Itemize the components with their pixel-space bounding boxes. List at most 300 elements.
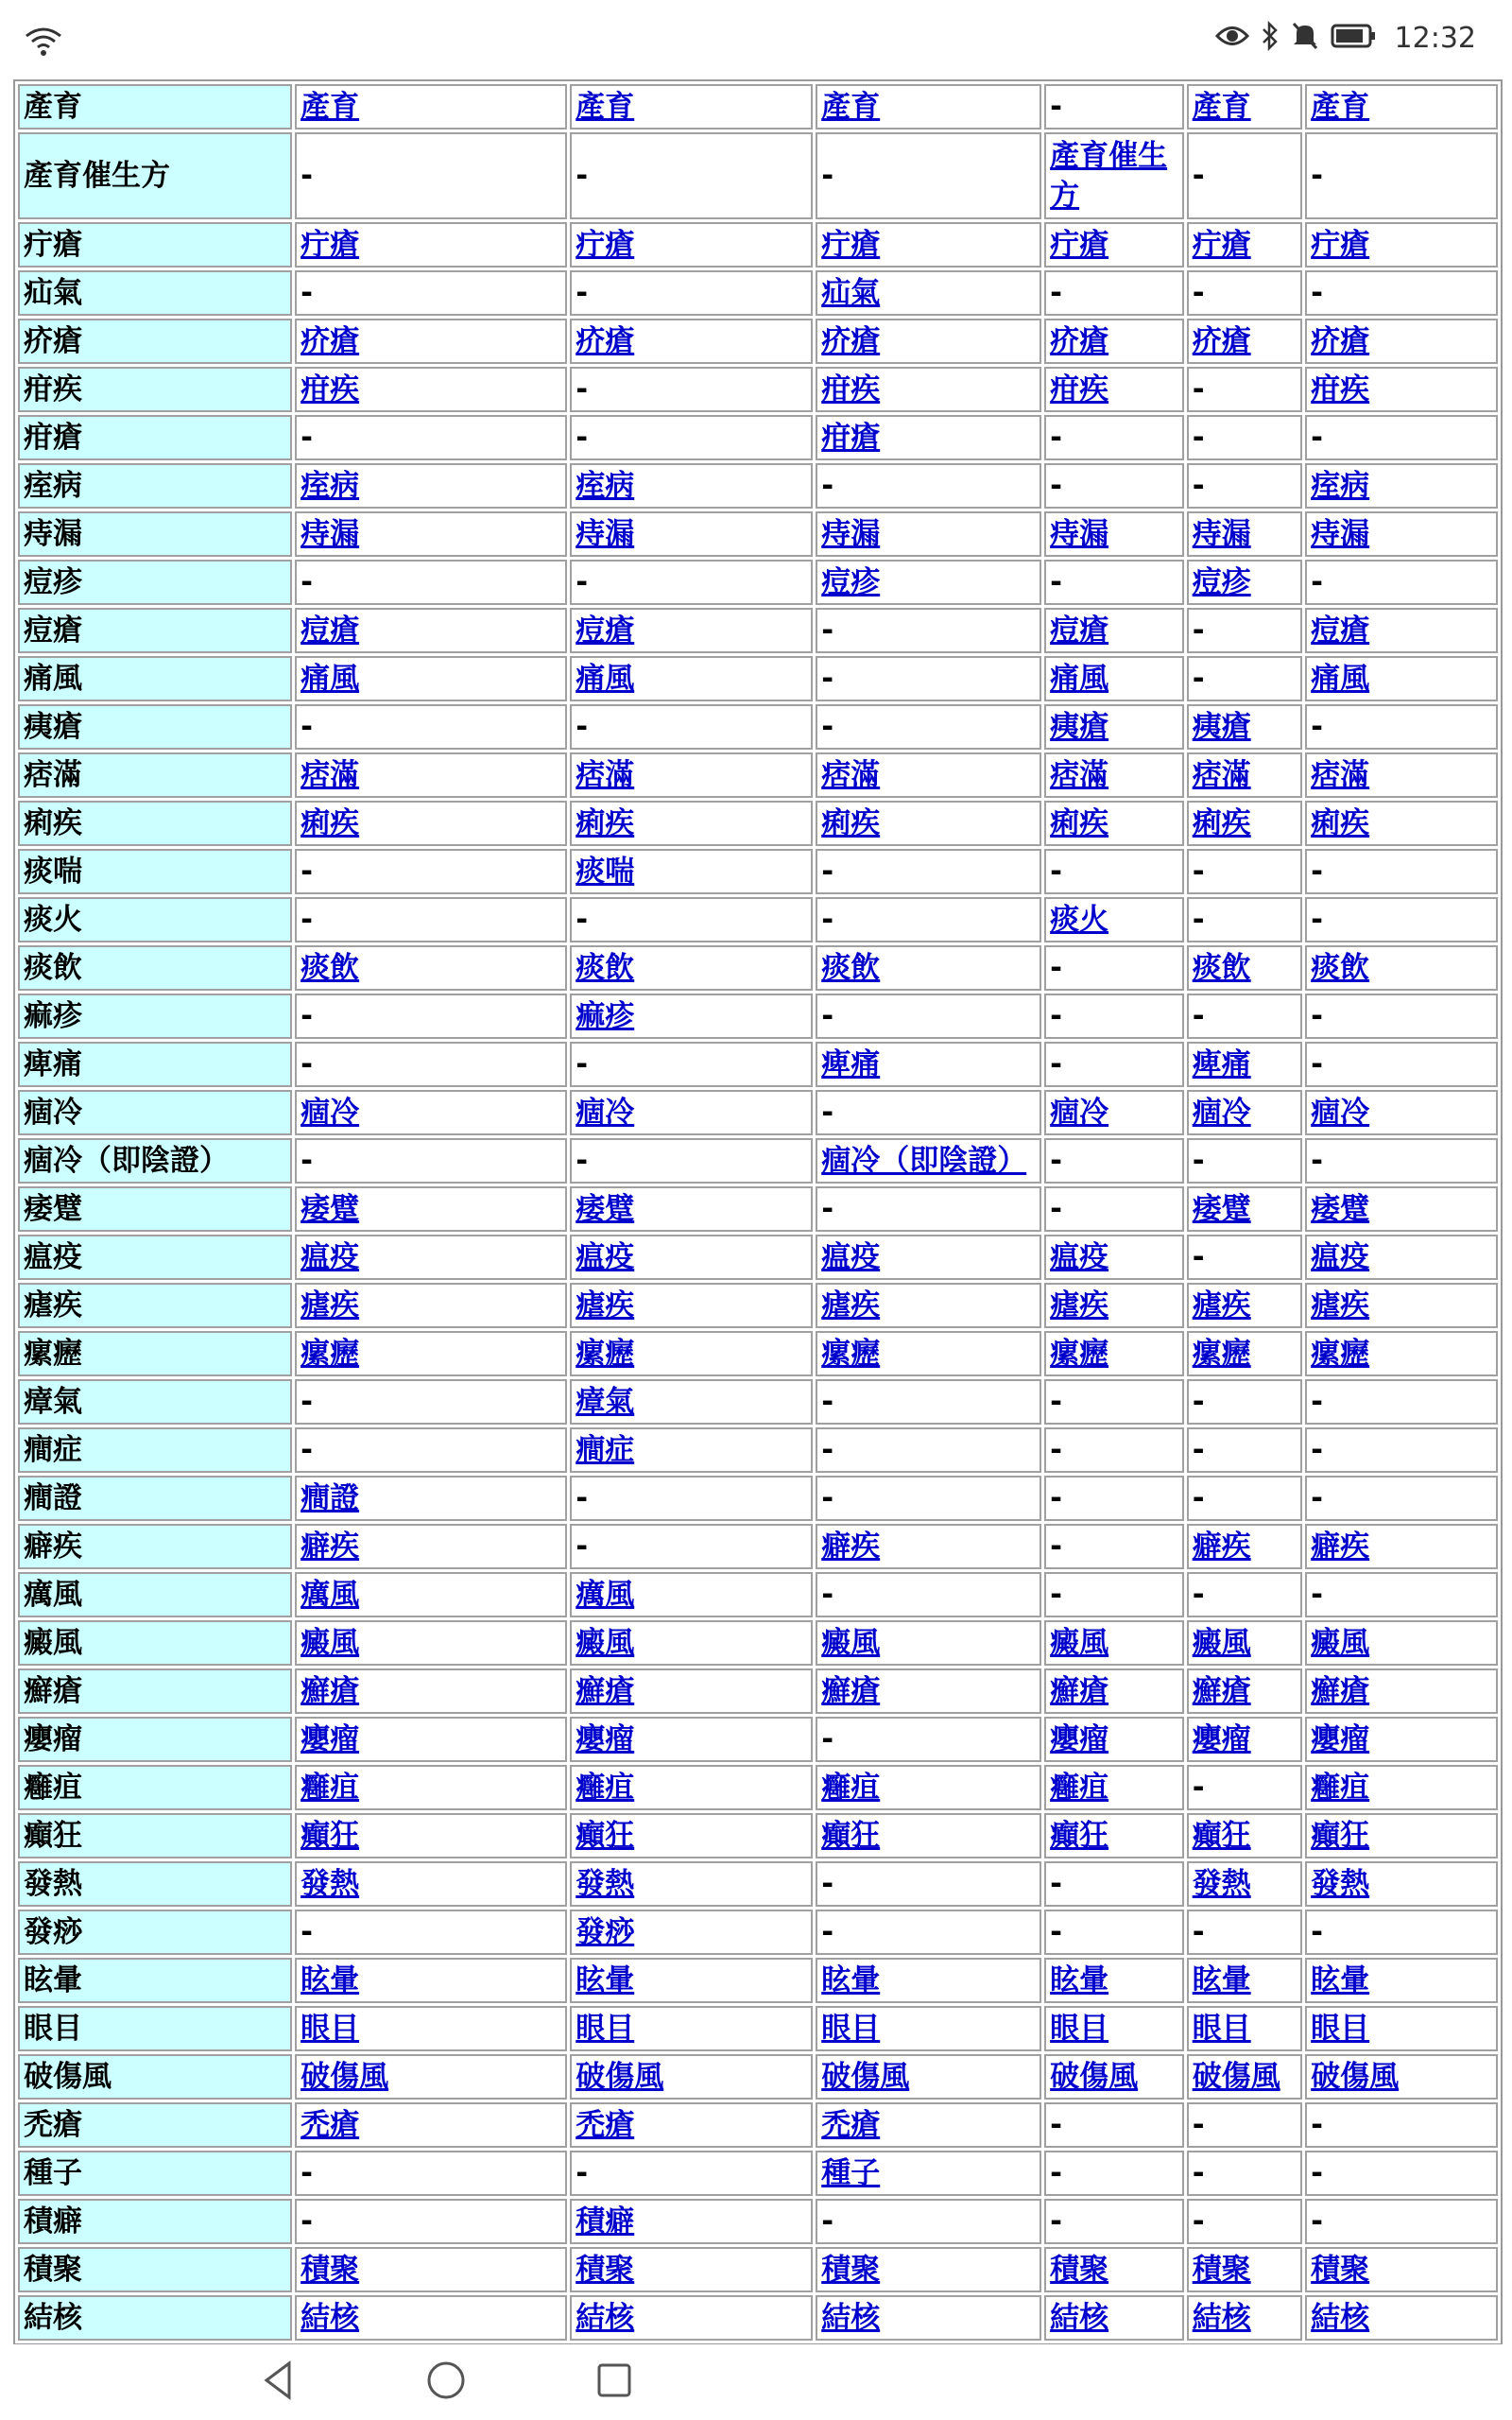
source-link[interactable]: 結核 [1192,2301,1251,2335]
source-cell [1305,1283,1498,1328]
source-link[interactable]: 眼目 [821,2012,881,2046]
source-link[interactable]: 痛風 [576,662,635,696]
source-cell [570,656,813,701]
source-link[interactable]: 痼冷 [301,1096,360,1130]
source-link[interactable]: 痰飲 [1192,951,1251,985]
source-cell [816,1524,1041,1569]
source-link[interactable]: 眩暈 [1311,1963,1370,1997]
source-cell [1187,1524,1302,1569]
source-cell [1305,608,1498,653]
source-link[interactable]: 痓病 [576,469,635,503]
source-link[interactable]: 疔瘡 [1192,228,1251,262]
source-link[interactable]: 種子 [821,2156,881,2190]
source-link[interactable]: 破傷風 [576,2060,664,2094]
source-link[interactable]: 痺痛 [821,1047,881,1081]
source-link[interactable]: 痞滿 [821,758,881,792]
source-cell [1305,1620,1498,1666]
source-link[interactable]: 破傷風 [821,2060,910,2094]
source-link[interactable]: 疔瘡 [821,228,881,262]
source-link[interactable]: 癜風 [1192,1626,1251,1660]
back-button[interactable] [257,2358,302,2407]
source-link[interactable]: 痔漏 [1311,517,1370,551]
source-link[interactable]: 眩暈 [301,1963,360,1997]
source-cell [1187,2247,1302,2292]
source-link[interactable]: 痼冷 [576,1096,635,1130]
source-cell: - [1187,1138,1302,1184]
source-cell: - [1044,415,1184,460]
source-link[interactable]: 癘風 [301,1578,360,1612]
source-link[interactable]: 痢疾 [1192,806,1251,840]
source-link[interactable]: 積聚 [1050,2253,1109,2287]
source-link[interactable]: 痿躄 [1192,1192,1251,1226]
source-link[interactable]: 癖疾 [1192,1530,1251,1564]
source-link[interactable]: 癰疽 [576,1771,635,1805]
clock: 12:32 [1394,21,1476,55]
source-cell [295,1186,567,1232]
source-link[interactable]: 眼目 [301,2012,360,2046]
source-cell [816,2247,1041,2292]
source-link[interactable]: 瘟疫 [1311,1240,1370,1274]
source-link[interactable]: 痘瘡 [1050,614,1109,648]
source-link[interactable]: 癭瘤 [576,1722,635,1756]
source-link[interactable]: 疥瘡 [1192,324,1251,358]
source-link[interactable]: 痞滿 [1311,758,1370,792]
source-link[interactable]: 癰疽 [301,1771,360,1805]
source-link[interactable]: 瘴氣 [576,1385,635,1419]
source-cell [1044,1668,1184,1714]
wifi-icon [25,25,62,62]
source-cell [816,222,1041,268]
term-cell: 瘟疫 [18,1235,292,1280]
source-link[interactable]: 癭瘤 [1192,1722,1251,1756]
source-link[interactable]: 痞滿 [576,758,635,792]
source-link[interactable]: 癲狂 [301,1819,360,1853]
source-link[interactable]: 痘瘡 [576,614,635,648]
source-link[interactable]: 發熱 [1192,1867,1251,1901]
source-link[interactable]: 痘瘡 [301,614,360,648]
source-link[interactable]: 瘰癧 [821,1337,881,1371]
source-link[interactable]: 瘟疫 [1050,1240,1109,1274]
source-link[interactable]: 痿躄 [1311,1192,1370,1226]
source-link[interactable]: 痰喘 [576,855,635,889]
source-link[interactable]: 痼冷 [1311,1096,1370,1130]
source-link[interactable]: 產育 [301,90,360,124]
source-link[interactable]: 癲狂 [1192,1819,1251,1853]
term-cell: 瘰癧 [18,1331,292,1376]
source-link[interactable]: 癭瘤 [1311,1722,1370,1756]
source-cell [1305,511,1498,557]
source-cell [1187,222,1302,268]
source-link[interactable]: 眩暈 [1050,1963,1109,1997]
source-link[interactable]: 眩暈 [576,1963,635,1997]
source-link[interactable]: 疥瘡 [1311,324,1370,358]
source-link[interactable]: 癭瘤 [1050,1722,1109,1756]
source-link[interactable]: 痔漏 [576,517,635,551]
table-row [18,2247,1498,2292]
source-cell [1187,752,1302,798]
source-link[interactable]: 瘰癧 [1050,1337,1109,1371]
term-cell: 痍瘡 [18,704,292,750]
source-cell [570,1331,813,1376]
source-link[interactable]: 瘰癧 [1192,1337,1251,1371]
source-cell [1044,132,1184,219]
source-cell [295,84,567,130]
source-cell: - [1044,1042,1184,1087]
source-cell: - [1044,1476,1184,1521]
source-link[interactable]: 瘰癧 [576,1337,635,1371]
source-link[interactable]: 產育催生方 [1050,139,1168,213]
term-cell: 禿瘡 [18,2102,292,2148]
source-link[interactable]: 痰飲 [1311,951,1370,985]
source-cell [570,1765,813,1810]
source-link[interactable]: 痰飲 [821,951,881,985]
source-link[interactable]: 發熱 [576,1867,635,1901]
source-link[interactable]: 癬瘡 [301,1674,360,1708]
source-link[interactable]: 癬瘡 [1050,1674,1109,1708]
source-link[interactable]: 眼目 [1311,2012,1370,2046]
source-link[interactable]: 痞滿 [301,758,360,792]
source-link[interactable]: 痼冷 [1050,1096,1109,1130]
source-cell [816,560,1041,605]
term-cell: 破傷風 [18,2054,292,2100]
source-link[interactable]: 瘰癧 [301,1337,360,1371]
source-link[interactable]: 禿瘡 [576,2108,635,2142]
source-link[interactable]: 癲狂 [1311,1819,1370,1853]
source-link[interactable]: 痿躄 [576,1192,635,1226]
source-link[interactable]: 積聚 [1311,2253,1370,2287]
battery-icon [1331,23,1378,53]
source-cell [1187,511,1302,557]
source-link[interactable]: 發熱 [301,1867,360,1901]
source-cell [570,752,813,798]
source-cell [570,608,813,653]
source-link[interactable]: 瘟疫 [821,1240,881,1274]
source-cell [570,1668,813,1714]
source-cell: - [1187,367,1302,412]
source-link[interactable]: 痔漏 [821,517,881,551]
source-link[interactable]: 破傷風 [1050,2060,1139,2094]
home-button[interactable] [423,2358,469,2407]
source-cell: - [816,608,1041,653]
term-cell: 結核 [18,2295,292,2341]
table-row [18,1717,1498,1762]
table-row [18,463,1498,509]
term-cell: 瘴氣 [18,1379,292,1425]
source-link[interactable]: 眩暈 [821,1963,881,1997]
source-link[interactable]: 癲狂 [576,1819,635,1853]
source-cell: - [816,994,1041,1039]
source-link[interactable]: 痢疾 [576,806,635,840]
source-link[interactable]: 癰疽 [821,1771,881,1805]
source-cell: - [1187,2151,1302,2196]
source-cell: - [1044,1186,1184,1232]
source-cell: - [295,704,567,750]
source-cell: - [570,367,813,412]
source-link[interactable]: 結核 [1311,2301,1370,2335]
source-link[interactable]: 癘風 [576,1578,635,1612]
source-link[interactable]: 痓病 [301,469,360,503]
source-link[interactable]: 疥瘡 [1050,324,1109,358]
source-cell [295,1958,567,2003]
source-link[interactable]: 結核 [1050,2301,1109,2335]
source-link[interactable]: 痰飲 [301,951,360,985]
source-link[interactable]: 積癖 [576,2204,635,2238]
table-row [18,319,1498,364]
source-cell: - [1044,270,1184,316]
source-cell [1305,1861,1498,1907]
source-link[interactable]: 癎症 [576,1433,635,1467]
term-cell: 眼目 [18,2006,292,2051]
source-link[interactable]: 疔瘡 [1311,228,1370,262]
source-cell: - [1044,1861,1184,1907]
source-link[interactable]: 結核 [821,2301,881,2335]
source-link[interactable]: 疥瘡 [301,324,360,358]
source-link[interactable]: 眼目 [1192,2012,1251,2046]
herb-formula-table-container[interactable] [13,76,1503,2344]
term-cell: 癘風 [18,1572,292,1617]
source-link[interactable]: 疔瘡 [1050,228,1109,262]
source-link[interactable]: 破傷風 [1192,2060,1280,2094]
source-cell: - [295,560,567,605]
source-link[interactable]: 癬瘡 [1192,1674,1251,1708]
source-link[interactable]: 癎證 [301,1481,360,1515]
table-row [18,1524,1498,1569]
source-cell [570,1283,813,1328]
source-cell [1305,1235,1498,1280]
source-link[interactable]: 結核 [301,2301,360,2335]
term-cell: 痺痛 [18,1042,292,1087]
source-link[interactable]: 癬瘡 [821,1674,881,1708]
source-cell [1187,1813,1302,1858]
source-cell: - [295,415,567,460]
source-cell: - [816,1717,1041,1762]
source-cell [570,2247,813,2292]
source-link[interactable]: 痼冷（即陰證） [821,1144,1027,1178]
table-row [18,1765,1498,1810]
source-link[interactable]: 癜風 [821,1626,881,1660]
source-link[interactable]: 痞滿 [1050,758,1109,792]
source-link[interactable]: 痰飲 [576,951,635,985]
source-link[interactable]: 禿瘡 [301,2108,360,2142]
source-cell [295,945,567,991]
source-link[interactable]: 痲疹 [576,999,635,1033]
source-link[interactable]: 疔瘡 [576,228,635,262]
source-link[interactable]: 疳疾 [821,372,881,406]
source-cell [816,1813,1041,1858]
term-cell: 痔漏 [18,511,292,557]
source-link[interactable]: 發痧 [576,1915,635,1949]
source-link[interactable]: 癬瘡 [576,1674,635,1708]
term-cell: 痢疾 [18,801,292,846]
source-link[interactable]: 痔漏 [1192,517,1251,551]
source-link[interactable]: 痢疾 [1311,806,1370,840]
source-link[interactable]: 產育 [1311,90,1370,124]
source-link[interactable]: 癲狂 [821,1819,881,1853]
table-row [18,945,1498,991]
source-link[interactable]: 瘟疫 [576,1240,635,1274]
source-link[interactable]: 破傷風 [1311,2060,1400,2094]
source-link[interactable]: 痢疾 [301,806,360,840]
source-link[interactable]: 瘧疾 [821,1288,881,1322]
source-cell [1187,1331,1302,1376]
source-cell [1305,1668,1498,1714]
source-cell [1305,222,1498,268]
source-link[interactable]: 禿瘡 [821,2108,881,2142]
source-link[interactable]: 瘧疾 [576,1288,635,1322]
source-cell [1044,1620,1184,1666]
source-link[interactable]: 眼目 [1050,2012,1109,2046]
source-link[interactable]: 痓病 [1311,469,1370,503]
source-link[interactable]: 痛風 [1050,662,1109,696]
source-cell [570,511,813,557]
source-link[interactable]: 產育 [1192,90,1251,124]
source-link[interactable]: 瘧疾 [301,1288,360,1322]
source-link[interactable]: 積聚 [576,2253,635,2287]
source-cell: - [1187,270,1302,316]
source-cell [295,1717,567,1762]
source-cell: - [1305,1427,1498,1473]
source-cell [570,1572,813,1617]
source-cell: - [570,1476,813,1521]
source-link[interactable]: 痘瘡 [1311,614,1370,648]
source-link[interactable]: 積聚 [1192,2253,1251,2287]
source-link[interactable]: 瘧疾 [1050,1288,1109,1322]
table-row [18,1042,1498,1087]
source-cell: - [1187,656,1302,701]
source-cell: - [1305,2199,1498,2244]
source-link[interactable]: 痢疾 [1050,806,1109,840]
source-link[interactable]: 痍瘡 [1192,710,1251,744]
source-cell: - [570,560,813,605]
table-row [18,1958,1498,2003]
source-link[interactable]: 癖疾 [1311,1530,1370,1564]
source-link[interactable]: 疳疾 [1311,372,1370,406]
source-link[interactable]: 疳瘡 [821,421,881,455]
source-cell [570,1379,813,1425]
source-cell [1305,1958,1498,2003]
source-link[interactable]: 痰火 [1050,903,1109,937]
source-link[interactable]: 痼冷 [1192,1096,1251,1130]
source-cell: - [816,704,1041,750]
source-link[interactable]: 癖疾 [301,1530,360,1564]
source-cell [570,1090,813,1135]
source-link[interactable]: 癬瘡 [1311,1674,1370,1708]
source-link[interactable]: 痺痛 [1192,1047,1251,1081]
source-cell [1187,319,1302,364]
source-cell [1187,704,1302,750]
mute-icon [1291,21,1319,55]
source-link[interactable]: 瘧疾 [1192,1288,1251,1322]
source-link[interactable]: 瘟疫 [301,1240,360,1274]
source-cell: - [295,994,567,1039]
source-link[interactable]: 癰疽 [1311,1771,1370,1805]
recents-button[interactable] [592,2358,637,2407]
source-link[interactable]: 疥瘡 [821,324,881,358]
source-cell: - [1187,463,1302,509]
source-cell: - [1305,704,1498,750]
source-cell: - [1187,1476,1302,1521]
source-cell: - [1305,2102,1498,2148]
term-cell: 癎證 [18,1476,292,1521]
source-link[interactable]: 痿躄 [301,1192,360,1226]
table-row [18,1861,1498,1907]
source-link[interactable]: 疥瘡 [576,324,635,358]
source-link[interactable]: 疳疾 [1050,372,1109,406]
source-cell [816,1235,1041,1280]
source-link[interactable]: 疝氣 [821,276,881,310]
source-cell [1044,704,1184,750]
source-cell [570,1186,813,1232]
source-link[interactable]: 癲狂 [1050,1819,1109,1853]
source-link[interactable]: 痢疾 [821,806,881,840]
source-cell: - [295,2199,567,2244]
source-cell [1305,752,1498,798]
source-cell: - [1044,945,1184,991]
source-link[interactable]: 破傷風 [301,2060,389,2094]
source-cell: - [570,270,813,316]
term-cell: 痰火 [18,897,292,942]
source-cell [816,367,1041,412]
source-link[interactable]: 眩暈 [1192,1963,1251,1997]
source-link[interactable]: 痔漏 [301,517,360,551]
source-link[interactable]: 痔漏 [1050,517,1109,551]
source-link[interactable]: 癭瘤 [301,1722,360,1756]
source-link[interactable]: 積聚 [821,2253,881,2287]
source-link[interactable]: 發熱 [1311,1867,1370,1901]
source-link[interactable]: 痘疹 [821,565,881,599]
source-cell: - [570,1042,813,1087]
term-cell: 產育 [18,84,292,130]
source-link[interactable]: 痛風 [1311,662,1370,696]
source-cell [1305,945,1498,991]
source-link[interactable]: 癖疾 [821,1530,881,1564]
source-link[interactable]: 癜風 [1050,1626,1109,1660]
source-link[interactable]: 疔瘡 [301,228,360,262]
source-cell [1044,752,1184,798]
source-cell: - [295,270,567,316]
source-link[interactable]: 瘧疾 [1311,1288,1370,1322]
source-cell [570,2054,813,2100]
source-link[interactable]: 癜風 [576,1626,635,1660]
source-link[interactable]: 積聚 [301,2253,360,2287]
source-cell: - [1187,415,1302,460]
source-link[interactable]: 結核 [576,2301,635,2335]
source-link[interactable]: 癜風 [301,1626,360,1660]
source-link[interactable]: 產育 [821,90,881,124]
source-link[interactable]: 疳疾 [301,372,360,406]
source-cell [816,415,1041,460]
source-link[interactable]: 癜風 [1311,1626,1370,1660]
source-link[interactable]: 瘰癧 [1311,1337,1370,1371]
table-row [18,849,1498,894]
table-row [18,560,1498,605]
source-link[interactable]: 痍瘡 [1050,710,1109,744]
source-cell: - [295,849,567,894]
table-row [18,84,1498,130]
source-cell [295,752,567,798]
source-cell [816,2295,1041,2341]
source-link[interactable]: 痛風 [301,662,360,696]
source-cell: - [1305,415,1498,460]
source-link[interactable]: 癰疽 [1050,1771,1109,1805]
source-cell [1305,2054,1498,2100]
source-link[interactable]: 眼目 [576,2012,635,2046]
source-link[interactable]: 痘疹 [1192,565,1251,599]
source-link[interactable]: 產育 [576,90,635,124]
source-cell: - [1187,1379,1302,1425]
source-cell: - [1044,1379,1184,1425]
source-link[interactable]: 痞滿 [1192,758,1251,792]
